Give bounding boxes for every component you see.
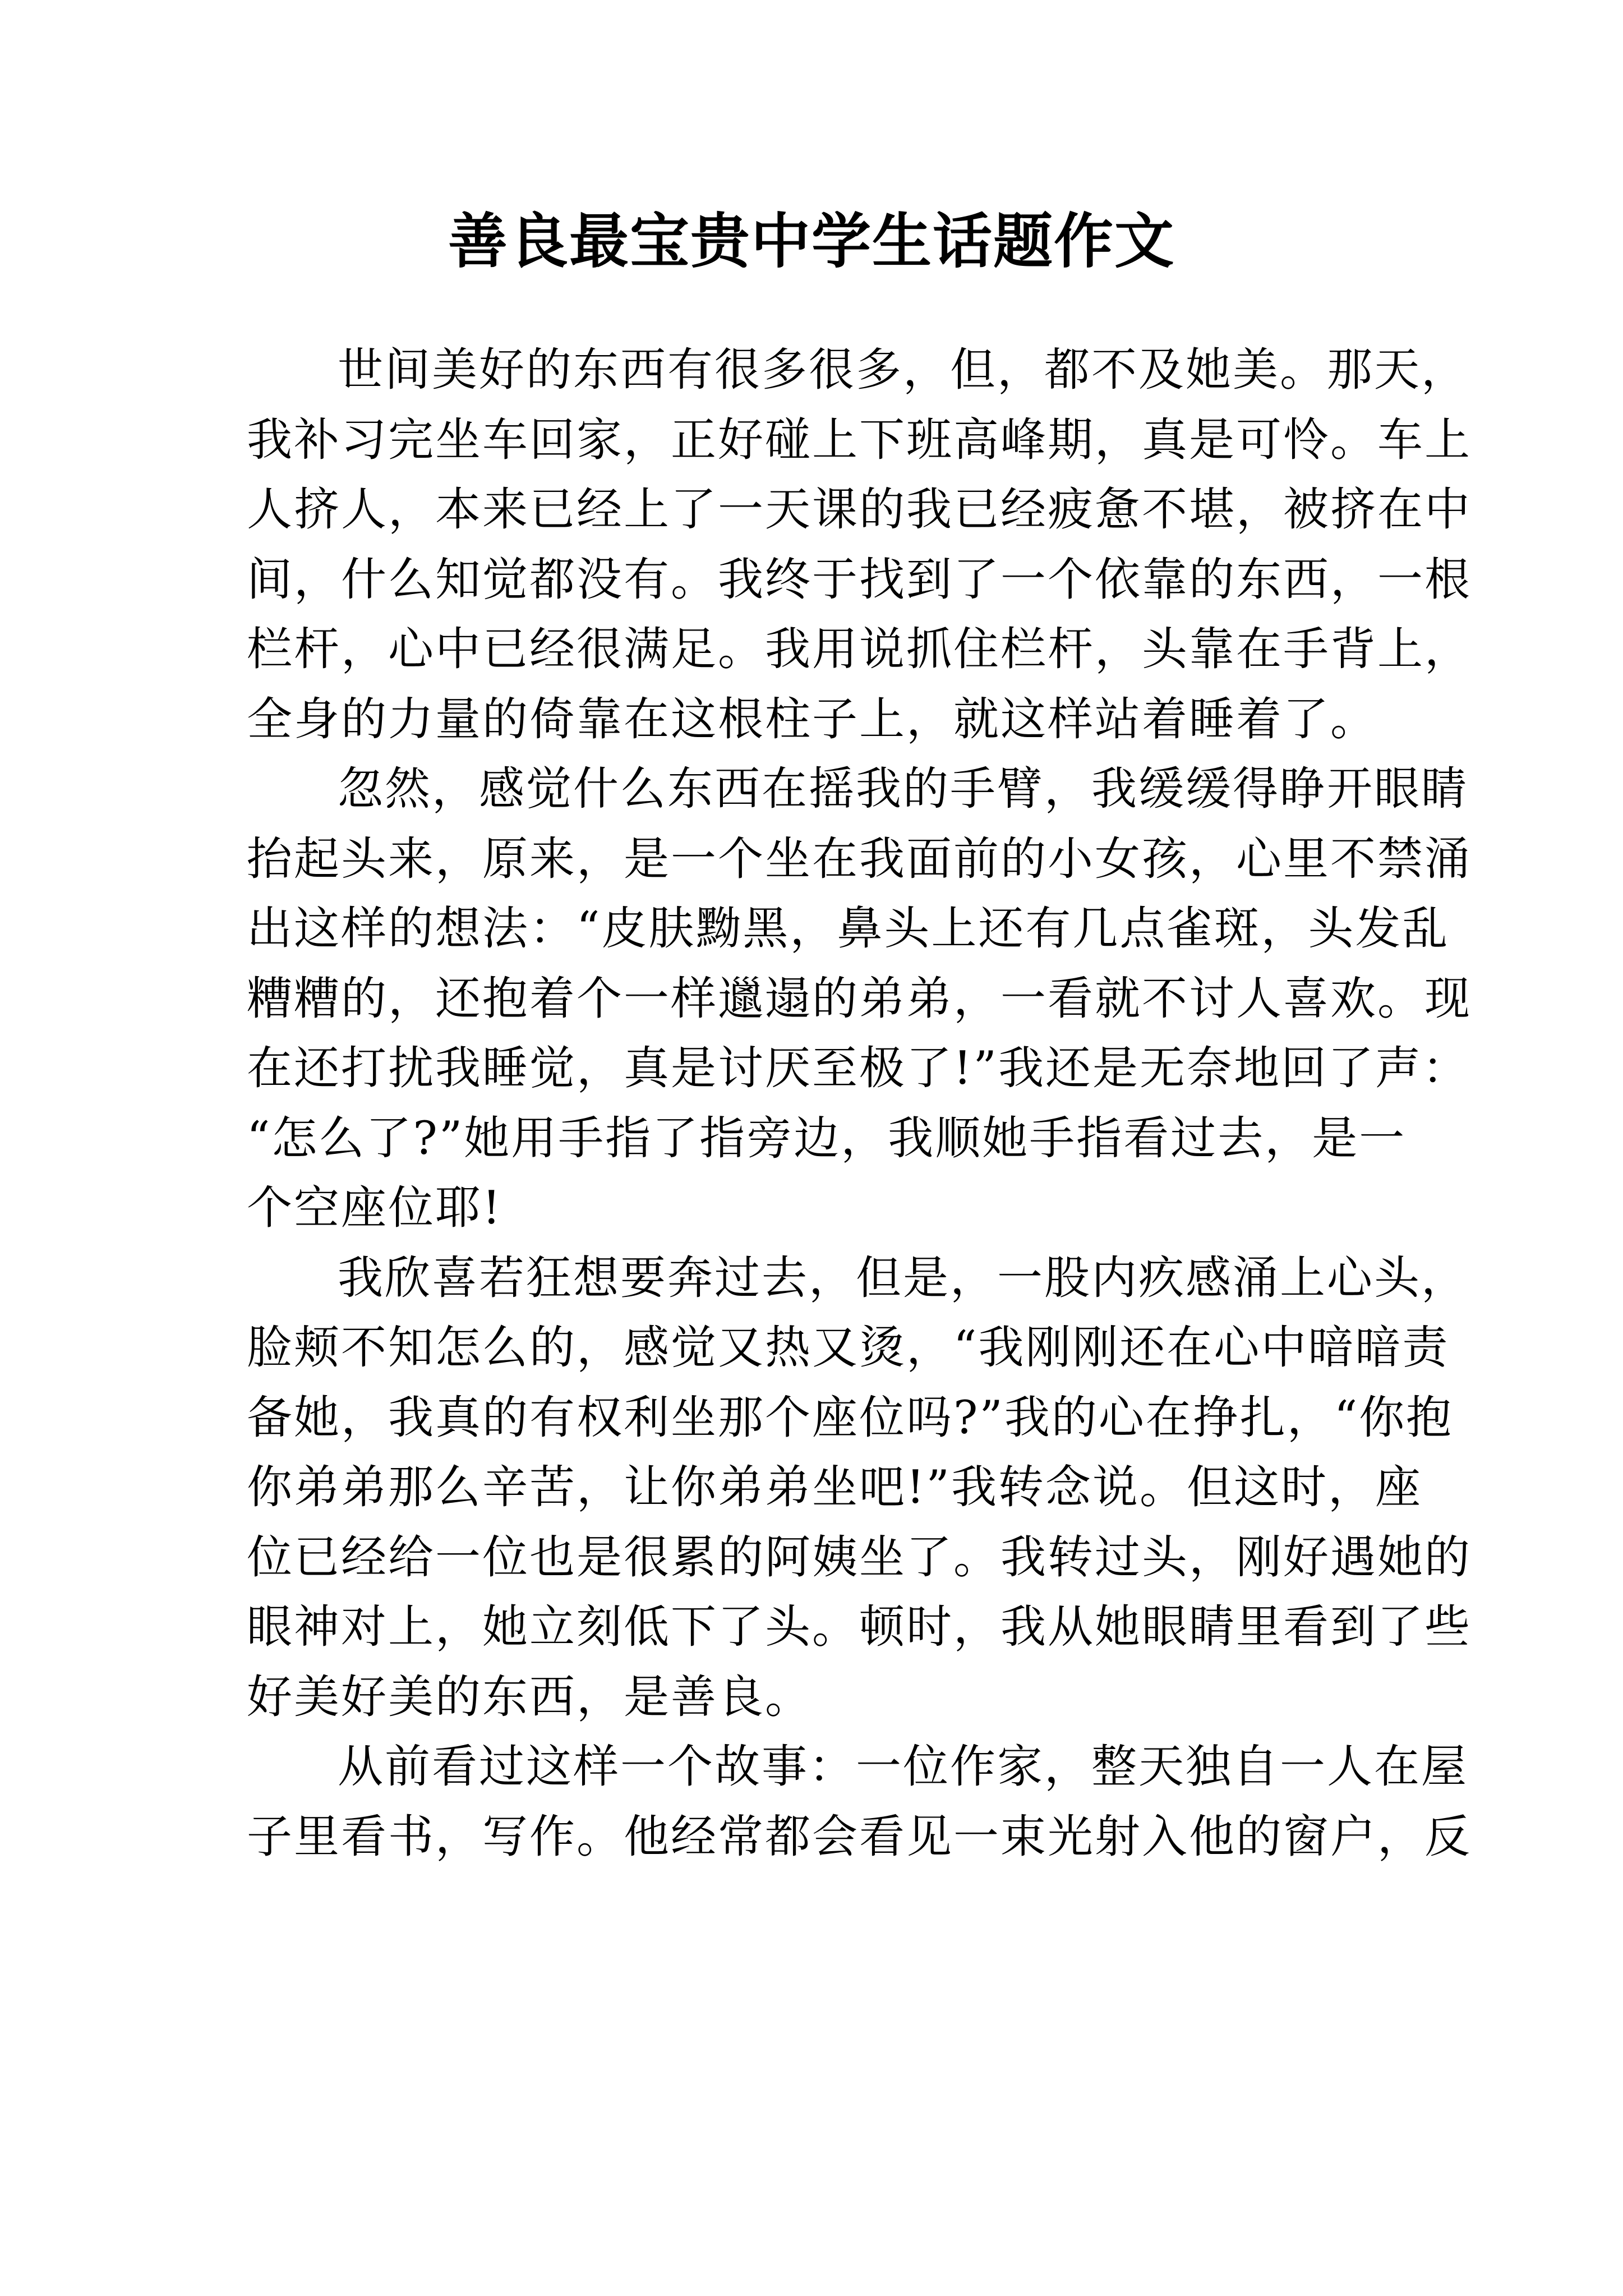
text-line: 我欣喜若狂想要奔过去，但是，一股内疚感涌上心头， xyxy=(338,1251,1469,1305)
text-line: 全身的力量的倚靠在这根柱子上，就这样站着睡着了。 xyxy=(247,693,1378,746)
document-body xyxy=(247,335,1472,1872)
paragraph xyxy=(247,754,1472,1244)
text-line: 出这样的想法：“皮肤黝黑，鼻头上还有几点雀斑，头发乱 xyxy=(247,903,1450,955)
text-line: 人挤人，本来已经上了一天课的我已经疲惫不堪，被挤在中 xyxy=(247,484,1472,536)
text-line: 糟糟的，还抱着个一样邋遢的弟弟，一看就不讨人喜欢。现 xyxy=(247,972,1472,1025)
text-line: 个空座位耶! xyxy=(247,1182,502,1235)
text-line: 子里看书，写作。他经常都会看见一束光射入他的窗户，反 xyxy=(247,1810,1472,1864)
text-line: 好美好美的东西，是善良。 xyxy=(247,1671,813,1724)
paragraph xyxy=(247,335,1472,754)
paragraph xyxy=(247,1244,1472,1733)
text-line: 你弟弟那么辛苦，让你弟弟坐吧!”我转念说。但这时，座 xyxy=(247,1461,1422,1514)
text-line: 从前看过这样一个故事：一位作家，整天独自一人在屋 xyxy=(338,1741,1469,1793)
text-line: “怎么了?”她用手指了指旁边，我顺她手指看过去，是一 xyxy=(247,1112,1407,1165)
text-line: 备她，我真的有权利坐那个座位吗?”我的心在挣扎，“你抱 xyxy=(247,1391,1454,1444)
text-line: 在还打扰我睡觉，真是讨厌至极了!”我还是无奈地回了声： xyxy=(247,1042,1469,1095)
document-title: 善良最宝贵中学生话题作文 xyxy=(448,206,1175,276)
paragraph xyxy=(247,1732,1472,1872)
text-line: 抬起头来，原来，是一个坐在我面前的小女孩，心里不禁涌 xyxy=(247,832,1472,886)
text-line: 位已经给一位也是很累的阿姨坐了。我转过头，刚好遇她的 xyxy=(247,1531,1472,1584)
text-line: 脸颊不知怎么的，感觉又热又烫，“我刚刚还在心中暗暗责 xyxy=(247,1322,1450,1374)
text-line: 眼神对上，她立刻低下了头。顿时，我从她眼睛里看到了些 xyxy=(247,1601,1472,1654)
text-line: 忽然，感觉什么东西在摇我的手臂，我缓缓得睁开眼睛 xyxy=(338,763,1469,816)
text-line: 间，什么知觉都没有。我终于找到了一个依靠的东西，一根 xyxy=(247,553,1472,606)
text-line: 世间美好的东西有很多很多，但，都不及她美。那天， xyxy=(338,344,1469,397)
text-line: 我补习完坐车回家，正好碰上下班高峰期，真是可怜。车上 xyxy=(247,413,1472,467)
text-line: 栏杆，心中已经很满足。我用说抓住栏杆，头靠在手背上， xyxy=(247,623,1472,676)
